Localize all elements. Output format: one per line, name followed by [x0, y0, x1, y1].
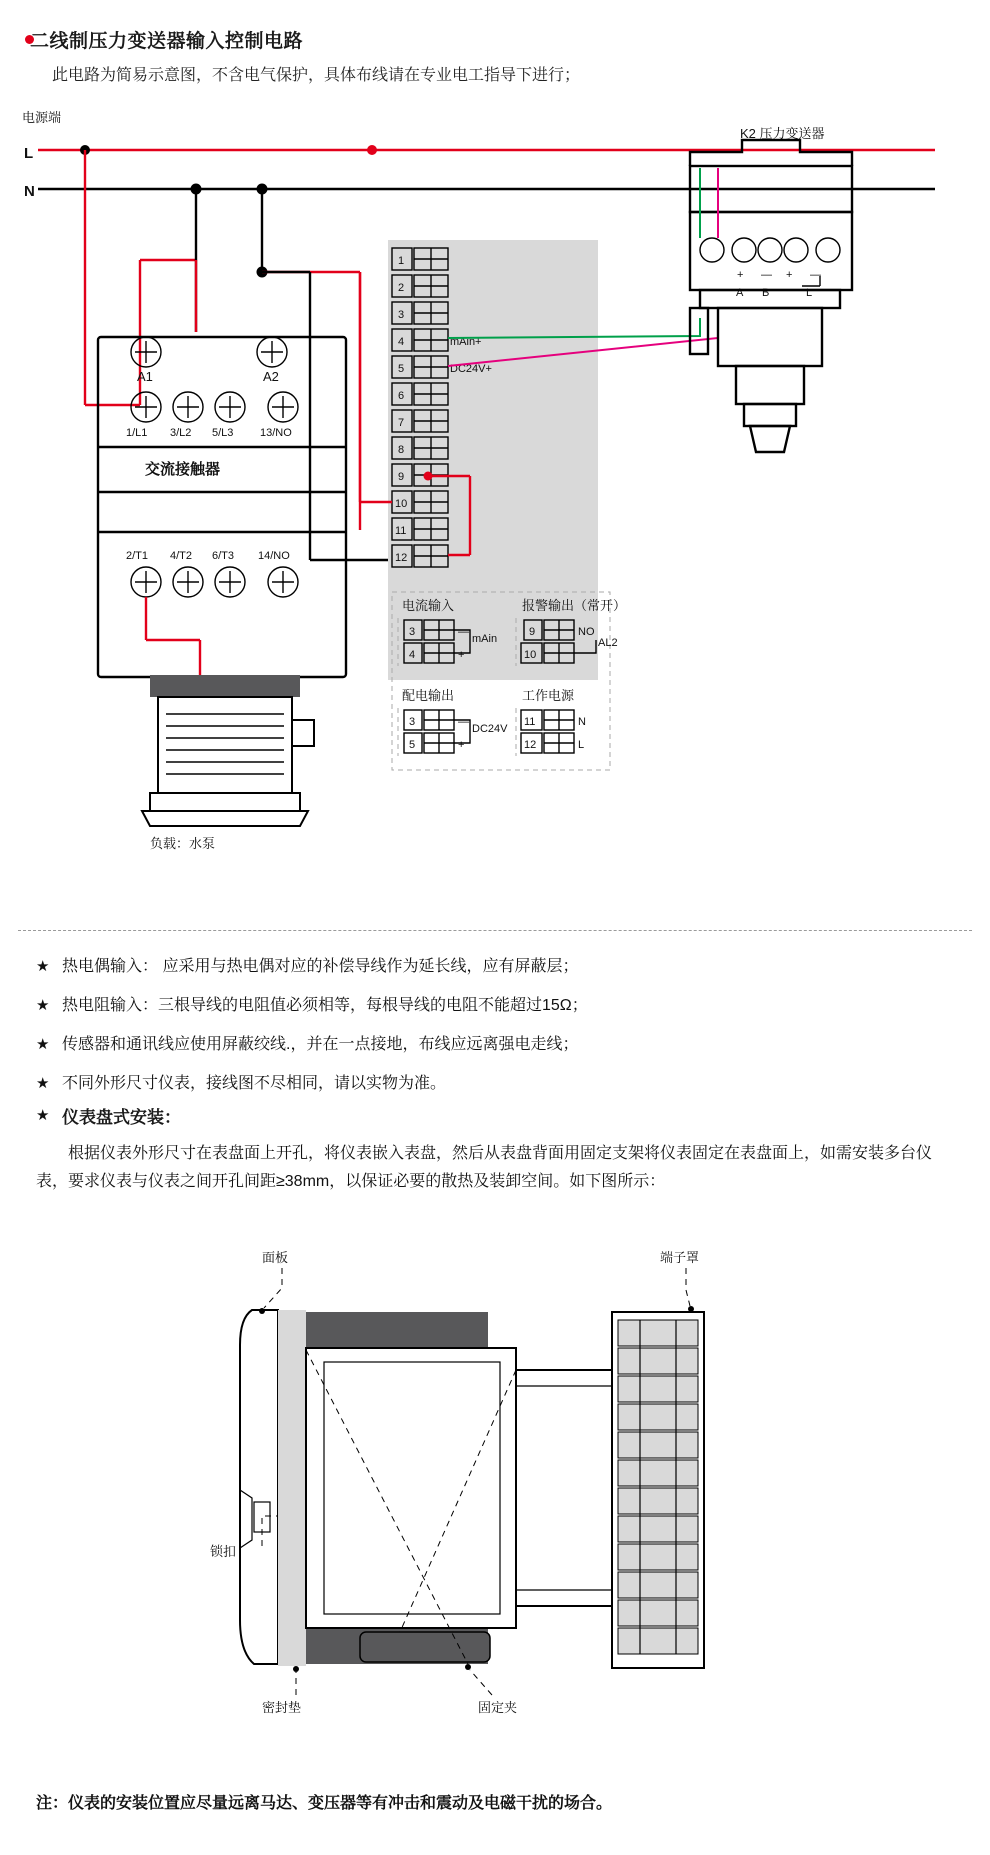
- motor-label: 负载：水泵: [150, 836, 216, 851]
- label-gasket: 密封垫: [262, 1700, 302, 1715]
- svg-text:11: 11: [524, 716, 536, 728]
- star-icon: ★: [36, 958, 50, 975]
- svg-text:2/T1: 2/T1: [126, 550, 149, 562]
- install-heading-text: 仪表盘式安装：: [62, 1108, 181, 1127]
- star-icon: ★: [36, 997, 50, 1014]
- page-title: 二线制压力变送器输入控制电路: [30, 31, 304, 52]
- star-icon: ★: [36, 1107, 50, 1124]
- label-terminal-cover: 端子罩: [660, 1250, 700, 1265]
- svg-text:L: L: [578, 739, 585, 751]
- svg-text:8: 8: [398, 444, 405, 456]
- svg-text:mAin: mAin: [472, 633, 498, 645]
- svg-text:4: 4: [409, 649, 416, 661]
- list-item: [36, 1072, 966, 1095]
- footer-note: 注：仪表的安装位置应尽量远离马达、变压器等有冲击和震动及电磁干扰的场合。: [36, 1795, 613, 1812]
- install-paragraph: 根据仪表外形尺寸在表盘面上开孔，将仪表嵌入表盘，然后从表盘背面用固定支架将仪表固定在表盘面上，如需安装多台仪表，要求仪表与仪表之间开孔间距≥38mm，以保证必要的散热及装卸空间。如下图所示：: [36, 1145, 933, 1190]
- note-text: 热电阻输入：三根导线的电阻值必须相等，每根导线的电阻不能超过15Ω；: [62, 997, 588, 1014]
- svg-text:—: —: [458, 626, 469, 638]
- svg-text:2: 2: [398, 282, 405, 294]
- section-subtitle: 此电路为简易示意图，不含电气保护，具体布线请在专业电工指导下进行；: [52, 67, 581, 84]
- contactor-top-terminals: [126, 392, 298, 439]
- svg-text:电流输入: 电流输入: [402, 598, 455, 613]
- svg-text:14/NO: 14/NO: [258, 550, 290, 562]
- svg-text:A: A: [736, 287, 744, 299]
- svg-text:5: 5: [409, 739, 416, 751]
- contactor-coil-terminals: [131, 337, 287, 384]
- svg-text:5/L3: 5/L3: [212, 427, 234, 439]
- svg-text:1/L1: 1/L1: [126, 427, 148, 439]
- list-item: [36, 955, 966, 978]
- notes-list: [36, 955, 966, 1111]
- svg-text:13/NO: 13/NO: [260, 427, 292, 439]
- install-heading: [36, 1103, 181, 1128]
- circuit-svg: [0, 100, 990, 920]
- panel-mount-diagram: [0, 1240, 990, 1730]
- svg-text:10: 10: [395, 498, 408, 510]
- svg-text:3: 3: [409, 626, 416, 638]
- meter-body: [388, 240, 598, 680]
- svg-text:+: +: [737, 269, 744, 281]
- svg-text:11: 11: [395, 525, 407, 537]
- svg-text:L: L: [806, 287, 813, 299]
- star-icon: ★: [36, 1036, 50, 1053]
- power-end-label: 电源端: [22, 110, 62, 125]
- pressure-transmitter: [690, 126, 852, 452]
- svg-text:10: 10: [524, 649, 537, 661]
- dc24v-plus-label: DC24V+: [450, 363, 492, 375]
- svg-text:—: —: [761, 269, 772, 281]
- svg-text:5: 5: [398, 363, 405, 375]
- svg-text:12: 12: [395, 552, 408, 564]
- label-latch: 锁扣: [210, 1544, 237, 1559]
- terminal-cover-strip: [618, 1320, 698, 1654]
- contactor-bottom-terminals: [126, 550, 298, 597]
- svg-text:+: +: [786, 269, 793, 281]
- svg-text:B: B: [762, 287, 770, 299]
- svg-text:N: N: [578, 716, 586, 728]
- motor-load: [142, 675, 314, 851]
- svg-text:+: +: [458, 739, 465, 751]
- list-item: [36, 994, 966, 1017]
- svg-text:A2: A2: [263, 369, 279, 384]
- svg-text:9: 9: [398, 471, 405, 483]
- svg-text:4: 4: [398, 336, 405, 348]
- star-icon: ★: [36, 1075, 50, 1092]
- mAin-plus-label: mAin+: [450, 336, 482, 348]
- svg-text:1: 1: [398, 255, 405, 267]
- svg-text:工作电源: 工作电源: [522, 688, 575, 703]
- svg-text:4/T2: 4/T2: [170, 550, 193, 562]
- circuit-diagram: [0, 100, 990, 920]
- contactor-name: 交流接触器: [145, 461, 221, 478]
- note-text: 传感器和通讯线应使用屏蔽绞线.，并在一点接地，布线应远离强电走线；: [62, 1036, 579, 1053]
- svg-text:—: —: [458, 716, 469, 728]
- svg-text:3: 3: [398, 309, 405, 321]
- label-front-panel: 面板: [262, 1250, 289, 1265]
- svg-text:AL2: AL2: [598, 637, 618, 649]
- line-N-label: N: [24, 183, 35, 200]
- line-L-label: L: [24, 145, 34, 162]
- svg-text:9: 9: [529, 626, 536, 638]
- svg-text:7: 7: [398, 417, 405, 429]
- svg-text:12: 12: [524, 739, 537, 751]
- svg-text:+: +: [458, 649, 465, 661]
- svg-text:配电输出: 配电输出: [402, 688, 455, 703]
- svg-text:6/T3: 6/T3: [212, 550, 235, 562]
- svg-text:3: 3: [409, 716, 416, 728]
- svg-text:NO: NO: [578, 626, 595, 638]
- svg-text:DC24V: DC24V: [472, 723, 508, 735]
- svg-text:报警输出（常开）: 报警输出（常开）: [522, 598, 627, 613]
- svg-text:—: —: [810, 269, 821, 281]
- svg-text:3/L2: 3/L2: [170, 427, 192, 439]
- panel-mount-svg: [0, 1240, 990, 1730]
- list-item: [36, 1033, 966, 1056]
- svg-text:6: 6: [398, 390, 405, 402]
- svg-text:A1: A1: [137, 369, 153, 384]
- transmitter-title: K2 压力变送器: [740, 126, 825, 141]
- section-divider: [18, 930, 972, 931]
- note-text: 不同外形尺寸仪表，接线图不尽相同，请以实物为准。: [62, 1075, 447, 1092]
- note-text: 热电偶输入： 应采用与热电偶对应的补偿导线作为延长线，应有屏蔽层；: [62, 958, 579, 975]
- label-clamp: 固定夹: [478, 1700, 518, 1715]
